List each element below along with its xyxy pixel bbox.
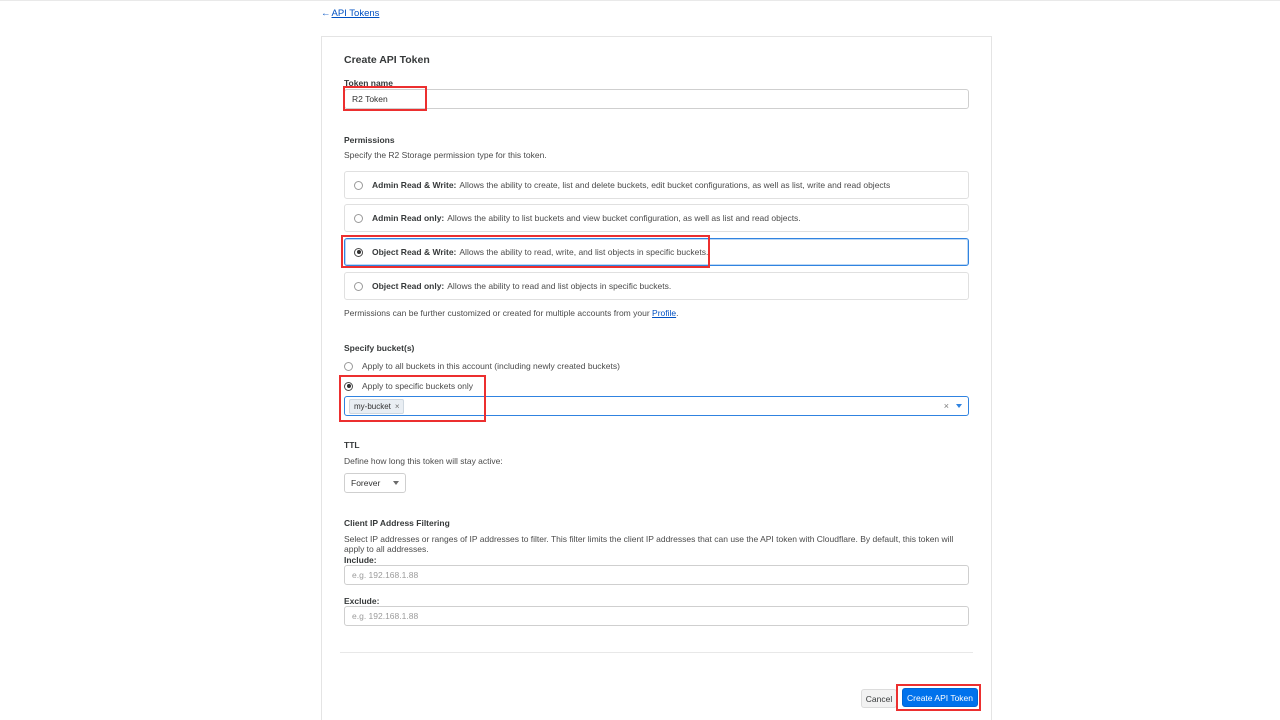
ttl-select-value: Forever bbox=[351, 478, 381, 488]
exclude-label: Exclude: bbox=[344, 596, 380, 606]
bucket-chip[interactable] bbox=[349, 399, 404, 414]
bucket-multiselect[interactable] bbox=[344, 396, 969, 416]
ip-filtering-description: Select IP addresses or ranges of IP addresses to filter. This filter limits the client IP addresses that can use the API token with Cloudflare. By default, this token will apply to all addresses. bbox=[344, 534, 954, 554]
permissions-description: Specify the R2 Storage permission type for this token. bbox=[344, 150, 547, 160]
bucket-chip-label: my-bucket bbox=[354, 401, 391, 411]
buckets-option-all-label: Apply to all buckets in this account (including newly created buckets) bbox=[362, 361, 620, 371]
bucket-chip-remove-icon[interactable]: × bbox=[394, 401, 400, 411]
permission-desc-admin-read-write: Allows the ability to create, list and delete buckets, edit bucket configurations, as well as list, write and read objects bbox=[459, 180, 891, 190]
include-ip-input[interactable] bbox=[344, 565, 969, 585]
bucket-multiselect-controls bbox=[944, 401, 964, 411]
ip-filtering-label: Client IP Address Filtering bbox=[344, 518, 450, 528]
ttl-select[interactable] bbox=[344, 473, 406, 493]
permission-option-object-read-only[interactable] bbox=[344, 272, 969, 300]
permissions-label: Permissions bbox=[344, 135, 395, 145]
ttl-description: Define how long this token will stay active: bbox=[344, 456, 503, 466]
buckets-option-specific[interactable] bbox=[344, 381, 473, 391]
token-name-input[interactable] bbox=[344, 89, 969, 109]
include-label: Include: bbox=[344, 555, 377, 565]
cancel-button[interactable]: Cancel bbox=[861, 689, 897, 708]
ttl-label: TTL bbox=[344, 440, 360, 450]
radio-all-buckets[interactable] bbox=[344, 362, 353, 371]
exclude-ip-input[interactable] bbox=[344, 606, 969, 626]
create-api-token-button[interactable]: Create API Token bbox=[902, 688, 978, 707]
specify-buckets-label: Specify bucket(s) bbox=[344, 343, 415, 353]
chevron-down-icon bbox=[393, 481, 399, 485]
permissions-footnote-pre: Permissions can be further customized or created for multiple accounts from your bbox=[344, 308, 653, 318]
permission-desc-object-read-write: Allows the ability to read, write, and list objects in specific buckets. bbox=[459, 247, 709, 257]
page-title: Create API Token bbox=[344, 54, 430, 66]
footer-divider bbox=[340, 652, 973, 653]
radio-object-read-only[interactable] bbox=[354, 282, 363, 291]
permission-title-object-read-write: Object Read & Write: bbox=[372, 247, 457, 257]
buckets-option-all[interactable] bbox=[344, 361, 620, 371]
create-api-token-card bbox=[321, 36, 992, 720]
back-arrow-icon: ← bbox=[321, 8, 331, 19]
chevron-down-icon[interactable] bbox=[956, 404, 962, 408]
buckets-option-specific-label: Apply to specific buckets only bbox=[362, 381, 474, 391]
permissions-footnote bbox=[344, 308, 679, 318]
permission-title-admin-read-write: Admin Read & Write: bbox=[372, 180, 457, 190]
radio-object-read-write[interactable] bbox=[354, 248, 363, 257]
permission-desc-object-read-only: Allows the ability to read and list objects in specific buckets. bbox=[447, 281, 672, 291]
permission-title-admin-read-only: Admin Read only: bbox=[372, 213, 445, 223]
permission-desc-admin-read-only: Allows the ability to list buckets and view bucket configuration, as well as list and read objects. bbox=[447, 213, 801, 223]
back-link-label: API Tokens bbox=[331, 8, 380, 19]
radio-admin-read-only[interactable] bbox=[354, 214, 363, 223]
permissions-footnote-post: . bbox=[676, 308, 679, 318]
permission-option-admin-read-write[interactable] bbox=[344, 171, 969, 199]
permission-option-admin-read-only[interactable] bbox=[344, 204, 969, 232]
permission-option-object-read-write[interactable] bbox=[344, 238, 969, 266]
top-divider bbox=[0, 0, 1280, 1]
radio-admin-read-write[interactable] bbox=[354, 181, 363, 190]
back-to-api-tokens-link[interactable] bbox=[321, 8, 379, 19]
radio-specific-buckets[interactable] bbox=[344, 382, 353, 391]
permission-title-object-read-only: Object Read only: bbox=[372, 281, 445, 291]
profile-link[interactable]: Profile bbox=[652, 308, 677, 318]
token-name-label: Token name bbox=[344, 78, 393, 88]
clear-icon[interactable]: × bbox=[943, 401, 949, 411]
